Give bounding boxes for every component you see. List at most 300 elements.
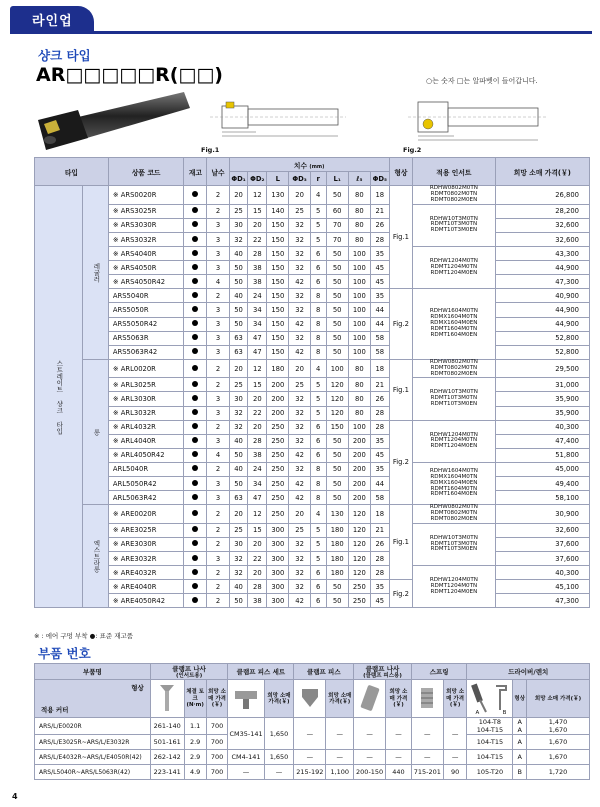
dim-l: 150 xyxy=(267,289,289,303)
dim-d5: 45 xyxy=(370,448,389,462)
dim-l5: 80 xyxy=(348,406,370,420)
dim-d3: 32 xyxy=(289,566,310,580)
dim-d3: 32 xyxy=(289,261,310,275)
dim-r: 8 xyxy=(310,317,326,331)
stock-dot-icon xyxy=(192,365,198,371)
dim-d1: 63 xyxy=(229,331,248,345)
group-cell: 레귤러 xyxy=(83,186,108,360)
insert-cell xyxy=(413,566,496,608)
parts-th-shape-cutter: 형상 적용 커터 xyxy=(35,680,151,718)
dim-l5: 200 xyxy=(348,477,370,491)
dim-l1: 50 xyxy=(326,345,348,359)
part-cell: — xyxy=(228,765,264,780)
dim-l5: 100 xyxy=(348,261,370,275)
dim-l: 300 xyxy=(267,551,289,565)
th-dims: 치수 (mm) xyxy=(229,158,389,172)
price-cell: 40,900 xyxy=(495,289,589,303)
part-cell: — xyxy=(264,765,294,780)
insert-code: RDHW0802M0TN xyxy=(429,185,478,192)
stock-dot-icon xyxy=(192,292,198,298)
dim-d5: 26 xyxy=(370,537,389,551)
dim-l5: 80 xyxy=(348,204,370,218)
dim-r: 6 xyxy=(310,420,326,434)
dim-l5: 80 xyxy=(348,392,370,406)
dim-d1: 32 xyxy=(229,232,248,246)
dim-l1: 50 xyxy=(326,303,348,317)
dim-d3: 42 xyxy=(289,594,310,608)
insert-code: RDMT1204M0EN xyxy=(430,443,478,450)
dim-l5: 120 xyxy=(348,505,370,524)
clamp-screw-code: 223-141 xyxy=(150,765,184,780)
price-cell: 35,900 xyxy=(495,406,589,420)
dim-d3: 32 xyxy=(289,232,310,246)
product-code: ※ ARE4032R xyxy=(108,566,184,580)
dim-d5: 35 xyxy=(370,580,389,594)
dim-d3: 32 xyxy=(289,434,310,448)
th-shape: 형상 xyxy=(389,158,412,186)
insert-code: RDMT10T3M0EN xyxy=(430,227,478,234)
insert-code: RDHW0802M0TN xyxy=(429,504,478,511)
stock-cell xyxy=(184,359,207,378)
clamp-screw-code: 261-140 xyxy=(150,718,184,735)
stock-dot-icon xyxy=(192,278,198,284)
tab-underline xyxy=(10,31,592,34)
parts-th-torque: 체결 토크 (N·m) xyxy=(184,680,206,718)
insert-cell xyxy=(413,204,496,246)
stock-dot-icon xyxy=(192,348,198,354)
product-code: ※ ARS3025R xyxy=(108,204,184,218)
product-code: ARL5050R42 xyxy=(108,477,184,491)
parts-th-spring-price: 희망 소매 가격(￥) xyxy=(443,680,467,718)
table-row xyxy=(35,406,590,420)
flutes-cell: 3 xyxy=(207,218,229,232)
table-row xyxy=(35,218,590,232)
dim-d2: 34 xyxy=(248,303,267,317)
dim-d5: 35 xyxy=(370,247,389,261)
dim-d2: 47 xyxy=(248,345,267,359)
dim-d3: 42 xyxy=(289,448,310,462)
parts-th-clamp-screw: 클램프 나사 (인서트용) xyxy=(150,664,228,680)
flutes-cell: 3 xyxy=(207,551,229,565)
dim-d5: 35 xyxy=(370,434,389,448)
insert-code: RDHW10T3M0TN xyxy=(429,389,478,396)
dim-l5: 200 xyxy=(348,462,370,476)
dim-l: 300 xyxy=(267,537,289,551)
dim-d3: 32 xyxy=(289,406,310,420)
dim-l5: 100 xyxy=(348,345,370,359)
dim-d5: 28 xyxy=(370,406,389,420)
stock-dot-icon xyxy=(192,264,198,270)
dim-l: 140 xyxy=(267,204,289,218)
stock-cell xyxy=(184,434,207,448)
table-row xyxy=(35,317,590,331)
dim-r: 5 xyxy=(310,537,326,551)
part-cell: 715-201 xyxy=(411,765,443,780)
price-cell: 49,400 xyxy=(495,477,589,491)
part-cell: — xyxy=(354,750,386,765)
th-l: L xyxy=(267,172,289,186)
insert-code: RDMT1604M0EN xyxy=(430,331,478,338)
part-cell: — xyxy=(386,750,412,765)
parts-th-clamp-piece: 클램프 피스 xyxy=(294,664,354,680)
dim-d2: 22 xyxy=(248,232,267,246)
dim-d5: 44 xyxy=(370,477,389,491)
dim-r: 6 xyxy=(310,434,326,448)
table-row xyxy=(35,331,590,345)
flutes-cell: 3 xyxy=(207,406,229,420)
dim-d3: 42 xyxy=(289,275,310,289)
price-cell: 32,600 xyxy=(495,218,589,232)
screw-icon xyxy=(150,680,184,718)
dim-d5: 28 xyxy=(370,420,389,434)
clamp-piece-icon xyxy=(294,680,326,718)
dim-d1: 32 xyxy=(229,420,248,434)
stock-cell xyxy=(184,505,207,524)
stock-dot-icon xyxy=(192,465,198,471)
dim-l5: 80 xyxy=(348,218,370,232)
driver-code: 104-T15 xyxy=(467,750,513,765)
table-row xyxy=(35,289,590,303)
flutes-cell: 2 xyxy=(207,420,229,434)
parts-th-clamp-piece-set: 클램프 피스 세트 xyxy=(228,664,294,680)
shape-cell: Fig.1 xyxy=(389,186,412,289)
dim-d5: 44 xyxy=(370,317,389,331)
dim-d2: 38 xyxy=(248,275,267,289)
price-cell: 37,600 xyxy=(495,551,589,565)
stock-cell xyxy=(184,232,207,246)
product-code: ARS5040R xyxy=(108,289,184,303)
dim-l: 250 xyxy=(267,434,289,448)
driver-price: 1,720 xyxy=(527,765,590,780)
stock-dot-icon xyxy=(192,597,198,603)
dim-r: 8 xyxy=(310,477,326,491)
insert-cell xyxy=(413,420,496,462)
table-row xyxy=(35,594,590,608)
stock-dot-icon xyxy=(192,510,198,516)
stock-dot-icon xyxy=(192,540,198,546)
dim-d2: 24 xyxy=(248,289,267,303)
stock-dot-icon xyxy=(192,236,198,242)
stock-cell xyxy=(184,261,207,275)
dim-l5: 250 xyxy=(348,594,370,608)
dim-r: 8 xyxy=(310,462,326,476)
parts-th-shape2: 형상 xyxy=(513,680,527,718)
driver-icon: A B xyxy=(467,680,513,718)
stock-dot-icon xyxy=(192,191,198,197)
stock-dot-icon xyxy=(192,569,198,575)
table-row xyxy=(35,505,590,524)
dim-l5: 100 xyxy=(348,420,370,434)
insert-code: RDMT0802M0TN xyxy=(430,510,478,517)
dim-r: 6 xyxy=(310,580,326,594)
stock-cell xyxy=(184,523,207,537)
insert-code: RDMT1204M0TN xyxy=(430,582,478,589)
insert-code: RDHW10T3M0TN xyxy=(429,215,478,222)
dim-l1: 150 xyxy=(326,420,348,434)
dim-d2: 12 xyxy=(248,186,267,205)
product-code: ※ ARL4040R xyxy=(108,434,184,448)
dim-r: 6 xyxy=(310,247,326,261)
dim-l1: 50 xyxy=(326,462,348,476)
dim-r: 4 xyxy=(310,359,326,378)
stock-dot-icon xyxy=(192,423,198,429)
parts-th-piece-price: 희망 소매 가격(￥) xyxy=(326,680,354,718)
stock-dot-icon xyxy=(192,555,198,561)
stock-dot-icon xyxy=(192,334,198,340)
dim-l1: 50 xyxy=(326,594,348,608)
dim-d1: 63 xyxy=(229,491,248,505)
price-cell: 35,900 xyxy=(495,392,589,406)
insert-code: RDMT1604M0TN xyxy=(430,485,478,492)
dim-l1: 50 xyxy=(326,580,348,594)
th-d5: ΦD₅ xyxy=(370,172,389,186)
product-code: ARS5050R42 xyxy=(108,317,184,331)
dim-l5: 100 xyxy=(348,303,370,317)
clamp-screw-price: 700 xyxy=(206,765,228,780)
dim-l5: 80 xyxy=(348,378,370,392)
model-code: AR□□□□□R(□□) xyxy=(36,64,223,86)
dim-l1: 180 xyxy=(326,537,348,551)
stock-cell xyxy=(184,594,207,608)
dim-d5: 44 xyxy=(370,303,389,317)
driver-shape: A xyxy=(513,735,527,750)
insert-code: RDMT1204M0TN xyxy=(430,263,478,270)
insert-code: RDHW1204M0TN xyxy=(429,576,478,583)
dim-l: 300 xyxy=(267,566,289,580)
dim-l5: 250 xyxy=(348,580,370,594)
price-cell: 44,900 xyxy=(495,317,589,331)
dim-r: 8 xyxy=(310,491,326,505)
dim-l: 150 xyxy=(267,232,289,246)
flutes-cell: 4 xyxy=(207,275,229,289)
dim-d5: 28 xyxy=(370,566,389,580)
stock-cell xyxy=(184,345,207,359)
table-row xyxy=(35,420,590,434)
dash-cell: — xyxy=(294,718,326,750)
stock-cell xyxy=(184,378,207,392)
dim-r: 8 xyxy=(310,289,326,303)
price-cell: 51,800 xyxy=(495,448,589,462)
group-cell: 엑스트라롱 xyxy=(83,505,108,608)
parts-th-name: 부품명 xyxy=(35,664,151,680)
flutes-cell: 2 xyxy=(207,505,229,524)
shape-cell: Fig.1 xyxy=(389,359,412,420)
dash-cell: — xyxy=(411,718,443,750)
dim-d5: 45 xyxy=(370,261,389,275)
price-cell: 30,900 xyxy=(495,505,589,524)
th-z: 날수 xyxy=(207,158,229,186)
dim-d3: 20 xyxy=(289,186,310,205)
dim-l1: 50 xyxy=(326,186,348,205)
dim-d1: 32 xyxy=(229,551,248,565)
flutes-cell: 2 xyxy=(207,594,229,608)
price-cell: 45,100 xyxy=(495,580,589,594)
cutter-name: ARS/L/E3025R~ARS/L/E3032R xyxy=(35,735,151,750)
driver-price: 1,670 xyxy=(527,750,590,765)
table-row xyxy=(35,551,590,565)
dim-d1: 50 xyxy=(229,594,248,608)
dim-d3: 42 xyxy=(289,317,310,331)
dim-l5: 80 xyxy=(348,186,370,205)
insert-cell xyxy=(413,186,496,205)
dim-d2: 12 xyxy=(248,359,267,378)
price-cell: 28,200 xyxy=(495,204,589,218)
dim-d2: 12 xyxy=(248,505,267,524)
insert-code: RDMT0802M0EN xyxy=(430,515,478,522)
dim-l: 150 xyxy=(267,218,289,232)
dim-d1: 20 xyxy=(229,186,248,205)
product-code: ※ ARS4040R xyxy=(108,247,184,261)
product-code: ※ ARE0020R xyxy=(108,505,184,524)
dim-d3: 32 xyxy=(289,289,310,303)
dim-d3: 32 xyxy=(289,420,310,434)
dim-l: 150 xyxy=(267,247,289,261)
dim-r: 5 xyxy=(310,204,326,218)
stock-cell xyxy=(184,477,207,491)
dim-d2: 38 xyxy=(248,594,267,608)
insert-code: RDMT10T3M0TN xyxy=(430,221,478,228)
dim-l1: 50 xyxy=(326,275,348,289)
price-cell: 32,600 xyxy=(495,232,589,246)
product-code: ARS5050R xyxy=(108,303,184,317)
dim-r: 6 xyxy=(310,594,326,608)
product-code: ARS5063R42 xyxy=(108,345,184,359)
insert-code: RDMT1604M0TN xyxy=(430,325,478,332)
dim-d1: 40 xyxy=(229,289,248,303)
stock-dot-icon xyxy=(192,395,198,401)
dim-l5: 100 xyxy=(348,247,370,261)
dim-d1: 50 xyxy=(229,303,248,317)
driver-price: 1,670 xyxy=(527,735,590,750)
insert-cell xyxy=(413,247,496,289)
shape-cell: Fig.1 xyxy=(389,505,412,580)
stock-dot-icon xyxy=(192,437,198,443)
stock-dot-icon xyxy=(192,494,198,500)
dim-r: 8 xyxy=(310,345,326,359)
table-row xyxy=(35,247,590,261)
stock-cell xyxy=(184,204,207,218)
dim-l: 300 xyxy=(267,594,289,608)
dim-r: 8 xyxy=(310,331,326,345)
clamp-screw-price: 700 xyxy=(206,735,228,750)
insert-code: RDMT10T3M0TN xyxy=(430,395,478,402)
price-cell: 52,800 xyxy=(495,331,589,345)
dim-r: 5 xyxy=(310,523,326,537)
dim-d1: 50 xyxy=(229,275,248,289)
dim-l1: 50 xyxy=(326,261,348,275)
th-d1: ΦD₁ xyxy=(229,172,248,186)
dim-l: 250 xyxy=(267,477,289,491)
table-row xyxy=(35,434,590,448)
dim-d5: 26 xyxy=(370,392,389,406)
dim-r: 6 xyxy=(310,261,326,275)
flutes-cell: 2 xyxy=(207,289,229,303)
product-code: ※ ARE4050R42 xyxy=(108,594,184,608)
insert-code: RDHW1204M0TN xyxy=(429,257,478,264)
dim-d3: 25 xyxy=(289,523,310,537)
dim-d2: 34 xyxy=(248,477,267,491)
dim-l1: 120 xyxy=(326,406,348,420)
price-cell: 45,000 xyxy=(495,462,589,476)
stock-dot-icon xyxy=(192,221,198,227)
dim-l1: 120 xyxy=(326,392,348,406)
flutes-cell: 3 xyxy=(207,345,229,359)
price-cell: 58,100 xyxy=(495,491,589,505)
clamp-screw-code: 262-142 xyxy=(150,750,184,765)
dim-l5: 120 xyxy=(348,566,370,580)
flutes-cell: 2 xyxy=(207,186,229,205)
fig2-label: Fig.2 xyxy=(403,146,422,154)
cutter-photo xyxy=(34,90,194,156)
part-cell: 1,650 xyxy=(264,750,294,765)
th-d2: ΦD₂ xyxy=(248,172,267,186)
flutes-cell: 2 xyxy=(207,204,229,218)
dash-cell: — xyxy=(386,718,412,750)
stock-cell xyxy=(184,331,207,345)
stock-dot-icon xyxy=(192,409,198,415)
dim-d3: 32 xyxy=(289,247,310,261)
dim-l1: 120 xyxy=(326,378,348,392)
dim-d3: 42 xyxy=(289,477,310,491)
parts-table xyxy=(34,663,590,780)
dim-d1: 63 xyxy=(229,345,248,359)
part-cell: — xyxy=(443,750,467,765)
table-row xyxy=(35,359,590,378)
table-row xyxy=(35,566,590,580)
dim-d3: 32 xyxy=(289,303,310,317)
dim-l1: 100 xyxy=(326,359,348,378)
stock-cell xyxy=(184,580,207,594)
parts-th-driver-price: 희망 소매 가격(￥) xyxy=(527,680,590,718)
insert-cell xyxy=(413,289,496,359)
dim-d2: 15 xyxy=(248,523,267,537)
dim-r: 4 xyxy=(310,186,326,205)
insert-code: RDMT1204M0EN xyxy=(430,269,478,276)
dim-d2: 38 xyxy=(248,261,267,275)
parts-row xyxy=(35,765,590,780)
dim-d3: 25 xyxy=(289,378,310,392)
insert-code: RDMT1604M0EN xyxy=(430,491,478,498)
dim-d5: 45 xyxy=(370,275,389,289)
dim-d1: 20 xyxy=(229,505,248,524)
insert-code: RDMT10T3M0EN xyxy=(430,400,478,407)
fig1-drawing xyxy=(196,96,366,148)
insert-cell xyxy=(413,462,496,504)
product-code: ※ ARE3032R xyxy=(108,551,184,565)
part-cell: 215-192 xyxy=(294,765,326,780)
dim-l5: 120 xyxy=(348,523,370,537)
dim-d3: 25 xyxy=(289,204,310,218)
dim-d5: 28 xyxy=(370,551,389,565)
dim-d5: 18 xyxy=(370,359,389,378)
price-cell: 32,600 xyxy=(495,523,589,537)
dim-d5: 58 xyxy=(370,491,389,505)
dim-r: 5 xyxy=(310,406,326,420)
parts-th-piece-screw: 클램프 나사 (클램프 피스용) xyxy=(354,664,412,680)
table-footnote: ※ : 에어 구멍 부착 ●: 표준 재고품 xyxy=(34,632,134,640)
dim-d5: 35 xyxy=(370,462,389,476)
insert-cell xyxy=(413,523,496,565)
insert-code: RDMT10T3M0EN xyxy=(430,546,478,553)
stock-dot-icon xyxy=(192,250,198,256)
insert-code: RDHW0802M0TN xyxy=(429,358,478,365)
spec-table xyxy=(34,157,590,608)
dim-d1: 40 xyxy=(229,462,248,476)
insert-code: RDMX1604M0EN xyxy=(430,479,478,486)
dim-d1: 30 xyxy=(229,392,248,406)
torque-value: 4.9 xyxy=(184,765,206,780)
table-row xyxy=(35,537,590,551)
